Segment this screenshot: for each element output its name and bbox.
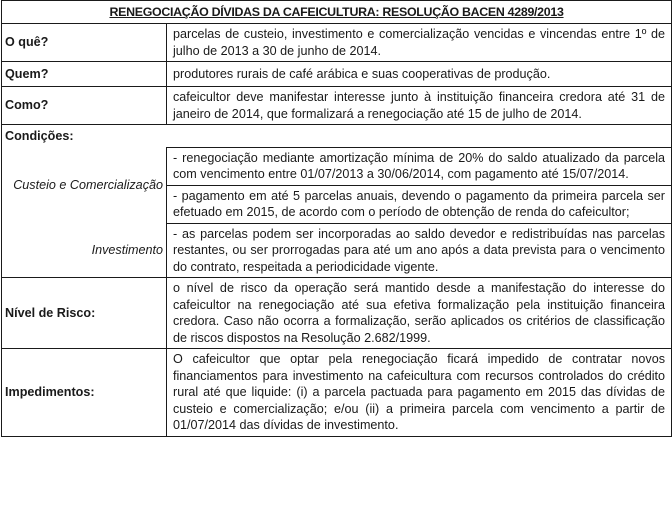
row-oque [2,24,672,62]
row-condicoes-header [2,125,672,148]
label-investimento: Investimento [2,223,167,278]
text-risco: o nível de risco da operação será mantido desde a manifestação do interesse do cafeicultor na renegociação até sua efetiva formalização pela instituição financeira credora. Caso não ocorra a formalização, serão aplicados os critérios de classificação de riscos dispostos na Resolução 2.682/1999. [167,278,672,349]
label-oque: O quê? [2,24,167,62]
row-quem [2,62,672,87]
text-oque: parcelas de custeio, investimento e comercialização vencidas e vincendas entre 1º de julho de 2013 a 30 de junho de 2014. [167,24,672,62]
text-como: cafeicultor deve manifestar interesse junto à instituição financeira credora até 31 de janeiro de 2014, que formalizará a renegociação até 15 de julho de 2014. [167,87,672,125]
text-investimento: - as parcelas podem ser incorporadas ao saldo devedor e redistribuídas nas parcelas restantes, ou ser prorrogadas para até um ano após a data prevista para o vencimento do contrato, respeitada a periodicidade vigente. [167,223,672,278]
label-como: Como? [2,87,167,125]
label-risco: Nível de Risco: [2,278,167,349]
label-quem: Quem? [2,62,167,87]
row-investimento [2,223,672,278]
text-custeio-2: - pagamento em até 5 parcelas anuais, devendo o pagamento da primeira parcela ser efetuado em 2015, de acordo com o período de obtenção de renda do cafeicultor; [167,185,672,223]
text-custeio-1: - renegociação mediante amortização mínima de 20% do saldo atualizado da parcela com vencimento entre 01/07/2013 a 30/06/2014, com pagamento até 15/07/2014. [167,147,672,185]
text-quem: produtores rurais de café arábica e suas cooperativas de produção. [167,62,672,87]
title-row [2,1,672,24]
label-impedimentos: Impedimentos: [2,349,167,437]
text-impedimentos: O cafeicultor que optar pela renegociação ficará impedido de contratar novos financiamentos para investimento na cafeicultura com recursos controlados do crédito rural até que liquide: (i) a parcela pactuada para pagamento em 2015 das dívidas de custeio e comercialização; e/ou (ii) a primeira parcela com vencimento a partir de 01/07/2014 das dívidas de investimento. [167,349,672,437]
label-condicoes: Condições: [2,125,167,148]
resolution-table [1,0,672,437]
table-title: RENEGOCIAÇÃO DÍVIDAS DA CAFEICULTURA: RESOLUÇÃO BACEN 4289/2013 [2,1,672,24]
condicoes-spacer [167,125,672,148]
row-como [2,87,672,125]
label-custeio: Custeio e Comercialização [2,147,167,223]
row-impedimentos [2,349,672,437]
row-risco [2,278,672,349]
row-custeio-1 [2,147,672,185]
